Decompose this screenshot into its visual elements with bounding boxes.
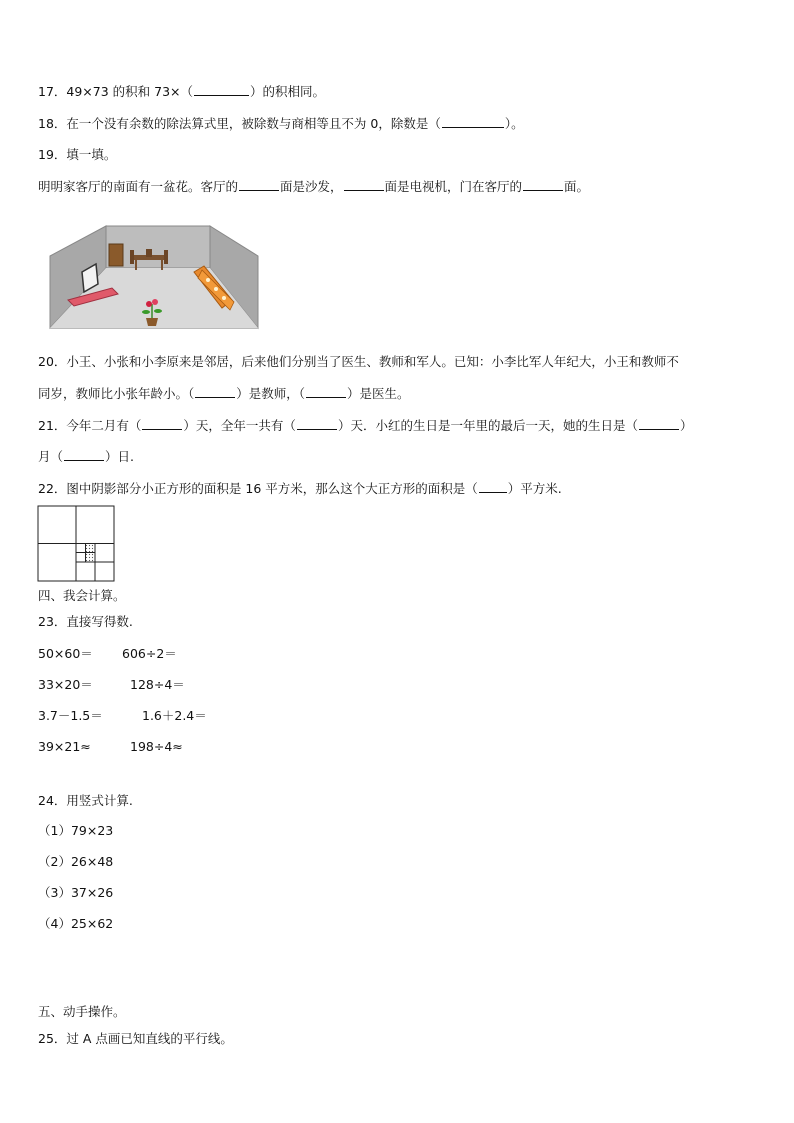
question-text: 小王、小张和小李原来是邻居，后来他们分别当了医生、教师和军人。已知：小李比军人年纪大，小王和教师不 (66, 354, 679, 369)
question-17 (38, 83, 325, 100)
question-20-line2 (38, 385, 410, 402)
answer-blank[interactable] (297, 417, 337, 430)
calc-item: 198÷4≈ (130, 739, 183, 754)
question-text: 面是电视机，门在客厅的 (384, 179, 523, 194)
living-room-illustration (46, 222, 260, 330)
question-text: 填一填。 (66, 147, 117, 162)
calc-item: 33×20＝ (38, 677, 93, 692)
question-number: 25． (38, 1031, 67, 1046)
question-text: 直接写得数. (66, 614, 133, 629)
question-20-line1 (38, 354, 679, 370)
question-text: 明明家客厅的南面有一盆花。客厅的 (38, 179, 239, 194)
calc-item: 50×60＝ (38, 646, 93, 661)
question-text: ） (679, 418, 693, 433)
question-21-line2 (38, 448, 134, 465)
answer-blank[interactable] (344, 178, 384, 191)
question-text: 在一个没有余数的除法算式里，被除数与商相等且不为 0，除数是（ (66, 116, 441, 131)
shaded-square (86, 544, 96, 563)
calc-item: 39×21≈ (38, 739, 91, 754)
question-23-title (38, 614, 133, 630)
question-text: 用竖式计算. (66, 793, 133, 808)
answer-blank[interactable] (64, 448, 104, 461)
section-4-heading: 四、我会计算。 (38, 588, 126, 603)
nested-squares-diagram (37, 505, 117, 583)
question-text: ）的积相同。 (250, 84, 326, 99)
question-25 (38, 1031, 233, 1047)
question-21-line1 (38, 417, 692, 434)
question-text: 图中阴影部分小正方形的面积是 16 平方米，那么这个大正方形的面积是（ (66, 481, 478, 496)
question-24-title (38, 793, 133, 809)
question-text: ）是医生。 (347, 386, 410, 401)
question-text: ）平方米. (507, 481, 562, 496)
question-text: ）是教师，（ (236, 386, 306, 401)
vertical-calc-item: （4）25×62 (38, 916, 114, 931)
question-text: ）日. (105, 449, 134, 464)
vertical-calc-item: （1）79×23 (38, 823, 114, 838)
question-18 (38, 115, 524, 132)
vertical-calc-item: （3）37×26 (38, 885, 114, 900)
calc-item: 128÷4＝ (130, 677, 185, 692)
question-number: 23． (38, 614, 67, 629)
question-text: 过 A 点画已知直线的平行线。 (66, 1031, 233, 1046)
answer-blank[interactable] (142, 417, 182, 430)
answer-blank[interactable] (523, 178, 563, 191)
vertical-calc-item: （2）26×48 (38, 854, 114, 869)
question-number: 22． (38, 481, 67, 496)
question-text: ）天，全年一共有（ (183, 418, 296, 433)
question-text: 49×73 的积和 73×（ (66, 84, 194, 99)
question-number: 19． (38, 147, 67, 162)
question-number: 17． (38, 84, 67, 99)
answer-blank[interactable] (239, 178, 279, 191)
calc-item: 606÷2＝ (122, 646, 177, 661)
answer-blank[interactable] (195, 385, 235, 398)
answer-blank[interactable] (479, 480, 507, 493)
question-number: 21． (38, 418, 67, 433)
question-text: ）天．小红的生日是一年里的最后一天，她的生日是（ (337, 418, 638, 433)
question-text: 面。 (564, 179, 590, 194)
door-icon (109, 244, 123, 266)
question-number: 20． (38, 354, 67, 369)
question-19-body (38, 178, 589, 195)
answer-blank[interactable] (442, 115, 504, 128)
question-number: 18． (38, 116, 67, 131)
question-text: ）。 (504, 116, 524, 131)
question-22 (38, 480, 562, 497)
answer-blank[interactable] (306, 385, 346, 398)
question-text: 月（ (38, 449, 64, 464)
question-number: 24． (38, 793, 67, 808)
section-5-heading: 五、动手操作。 (38, 1004, 126, 1019)
question-text: 面是沙发， (280, 179, 343, 194)
answer-blank[interactable] (639, 417, 679, 430)
question-text: 同岁，教师比小张年龄小。（ (38, 386, 195, 401)
calc-item: 3.7－1.5＝ (38, 708, 103, 723)
calc-item: 1.6＋2.4＝ (142, 708, 207, 723)
question-19-title (38, 147, 116, 163)
question-text: 今年二月有（ (66, 418, 142, 433)
answer-blank[interactable] (194, 83, 249, 96)
